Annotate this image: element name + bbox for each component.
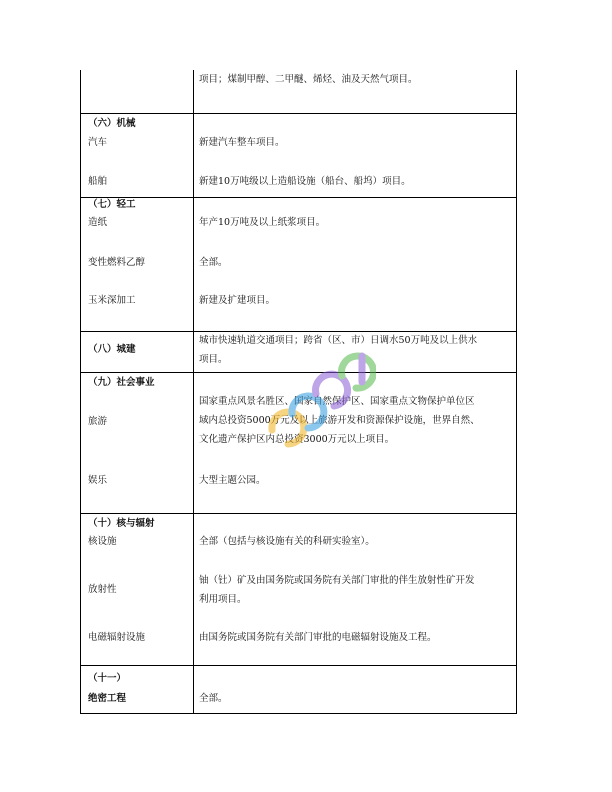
section-secret-number: （十一） [88, 673, 127, 684]
item-desc: 全部。 [199, 257, 228, 268]
table-border-left [80, 70, 81, 714]
row-divider [80, 113, 517, 114]
item-desc: 年产10万吨及以上纸浆项目。 [199, 217, 326, 228]
energy-continuation-text: 项目；煤制甲醇、二甲醚、烯烃、油及天然气项目。 [199, 74, 418, 85]
tourism-desc-line-3: 文化遗产保护区内总投资3000万元以上项目。 [199, 434, 395, 445]
section-machinery-title: （六）机械 [88, 118, 136, 129]
item-desc: 新建汽车整车项目。 [199, 137, 285, 148]
row-divider [80, 331, 517, 332]
table-border-right [516, 70, 517, 714]
item-name: 玉米深加工 [88, 295, 136, 306]
section-social-title: （九）社会事业 [88, 377, 155, 388]
watermark-arc-yellow [272, 412, 304, 444]
item-name: 变性燃料乙醇 [88, 257, 146, 268]
row-divider [80, 665, 517, 666]
radioactive-desc-line-2: 利用项目。 [199, 594, 247, 605]
row-divider [80, 197, 517, 198]
item-desc: 由国务院或国务院有关部门审批的电磁辐射设施及工程。 [199, 632, 437, 643]
item-desc: 新建10万吨级以上造船设施（船台、船坞）项目。 [199, 176, 411, 187]
item-desc [199, 571, 475, 609]
table-column-divider [193, 70, 194, 714]
section-urban-title: （八）城建 [88, 344, 136, 355]
item-name: 娱乐 [88, 475, 108, 486]
item-name: 核设施 [88, 536, 117, 547]
tourism-desc-line-1: 国家重点风景名胜区、国家自然保护区、国家重点文物保护单位区 [199, 396, 475, 407]
urban-desc-line-1: 城市快速轨道交通项目；跨省（区、市）日调水50万吨及以上供水 [199, 335, 478, 346]
item-name: 放射性 [88, 584, 117, 595]
item-desc: 新建及扩建项目。 [199, 295, 276, 306]
section-nuclear-title: （十）核与辐射 [88, 518, 155, 529]
item-desc: 全部（包括与核设施有关的科研实验室）。 [199, 536, 375, 547]
row-divider [80, 513, 517, 514]
item-name: 汽车 [88, 137, 108, 148]
item-desc: 全部。 [199, 693, 228, 704]
radioactive-desc-line-1: 铀（钍）矿及由国务院或国务院有关部门审批的伴生放射性矿开发 [199, 575, 475, 586]
section-light-industry-title: （七）轻工 [88, 199, 136, 210]
section-secret-title: 绝密工程 [88, 693, 127, 704]
item-name: 电磁辐射设施 [88, 632, 146, 643]
watermark-logo [258, 352, 376, 452]
item-name: 旅游 [88, 416, 108, 427]
item-name: 造纸 [88, 217, 108, 228]
table-border-bottom [80, 713, 517, 714]
urban-desc-line-2: 项目。 [199, 354, 228, 365]
item-name: 船舶 [88, 176, 108, 187]
item-desc: 大型主题公园。 [199, 475, 266, 486]
tourism-desc-line-2: 域内总投资5000万元及以上旅游开发和资源保护设施，世界自然、 [199, 415, 480, 426]
